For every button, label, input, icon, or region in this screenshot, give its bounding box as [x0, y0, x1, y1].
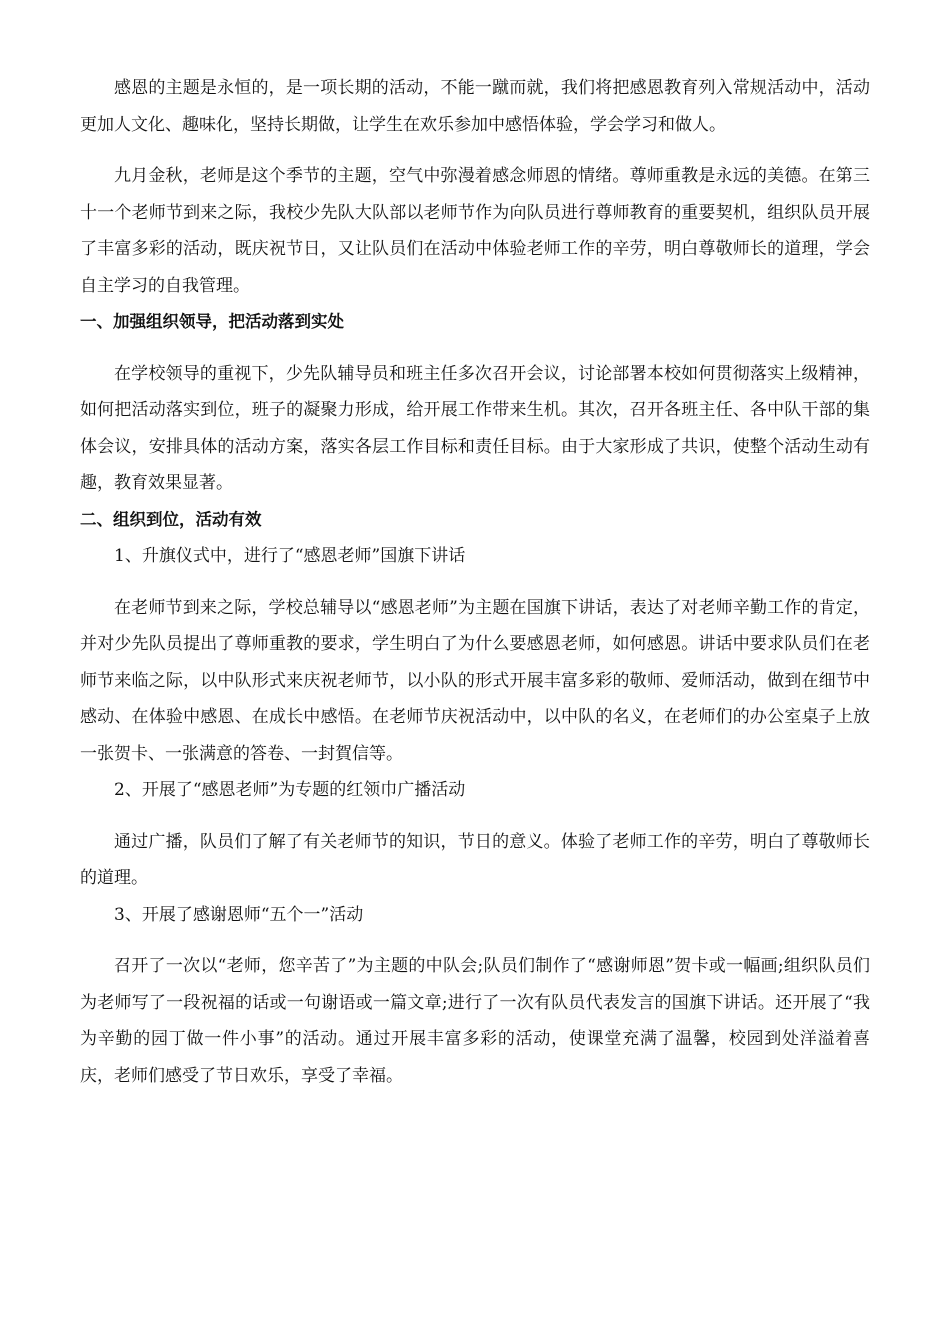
list-item-3: 3、开展了感谢恩师“五个一”活动	[114, 904, 364, 925]
section-heading-2: 二、组织到位，活动有效	[80, 509, 262, 529]
section-heading-1: 一、加强组织领导，把活动落到实处	[80, 312, 344, 331]
paragraph-flag-speech: 在老师节到来之际，学校总辅导以“感恩老师”为主题在国旗下讲话，表达了对老师辛勤工作的肯定，并对少先队员提出了尊师重教的要求，学生明白了为什么要感恩老师，如何感恩。讲话中要求队员们在老师节来临之际，以中队形式来庆祝老师节，以小队的形式开展丰富多彩的敬师、爱师活动，做到在细节中感动、在体验中感恩、在成长中感悟。在老师节庆祝活动中，以中队的名义，在老师们的办公室桌子上放一张贺卡、一张满意的答卷、一封賀信等。	[80, 597, 870, 764]
paragraph-leadership: 在学校领导的重视下，少先队辅导员和班主任多次召开会议，讨论部署本校如何贯彻落实上级精神，如何把活动落实到位，班子的凝聚力形成，给开展工作带来生机。其次，召开各班主任、各中队干部的集体会议，安排具体的活动方案，落实各层工作目标和责任目标。由于大家形成了共识，使整个活动生动有趣，教育效果显著。	[80, 363, 870, 493]
list-item-2: 2、开展了“感恩老师”为专题的红领巾广播活动	[114, 780, 466, 800]
paragraph-broadcast: 通过广播，队员们了解了有关老师节的知识，节日的意义。体验了老师工作的辛劳，明白了尊敬师长的道理。	[80, 831, 870, 888]
paragraph-five-ones: 召开了一次以“老师，您辛苦了”为主题的中队会;队员们制作了“感谢师恩”贺卡或一幅画;组织队员们为老师写了一段祝福的话或一句谢语或一篇文章;进行了一次有队员代表发言的国旗下讲话。还开展了“我为辛勤的园丁做一件小事”的活动。通过开展丰富多彩的活动，使课堂充满了温馨，校园到处洋溢着喜庆，老师们感受了节日欢乐，享受了幸福。	[80, 956, 870, 1086]
list-item-1: 1、升旗仪式中，进行了“感恩老师”国旗下讲话	[114, 546, 466, 566]
paragraph-september: 九月金秋，老师是这个季节的主题，空气中弥漫着感念师恩的情绪。尊师重教是永远的美德。在第三十一个老师节到来之际，我校少先队大队部以老师节作为向队员进行尊师教育的重要契机，组织队员开展了丰富多彩的活动，既庆祝节日，又让队员们在活动中体验老师工作的辛劳，明白尊敬师长的道理，学会自主学习的自我管理。	[80, 166, 870, 296]
document-body	[80, 70, 870, 1094]
paragraph-intro: 感恩的主题是永恒的，是一项长期的活动，不能一蹴而就，我们将把感恩教育列入常规活动中，活动更加人文化、趣味化，坚持长期做，让学生在欢乐参加中感悟体验，学会学习和做人。	[80, 78, 870, 135]
